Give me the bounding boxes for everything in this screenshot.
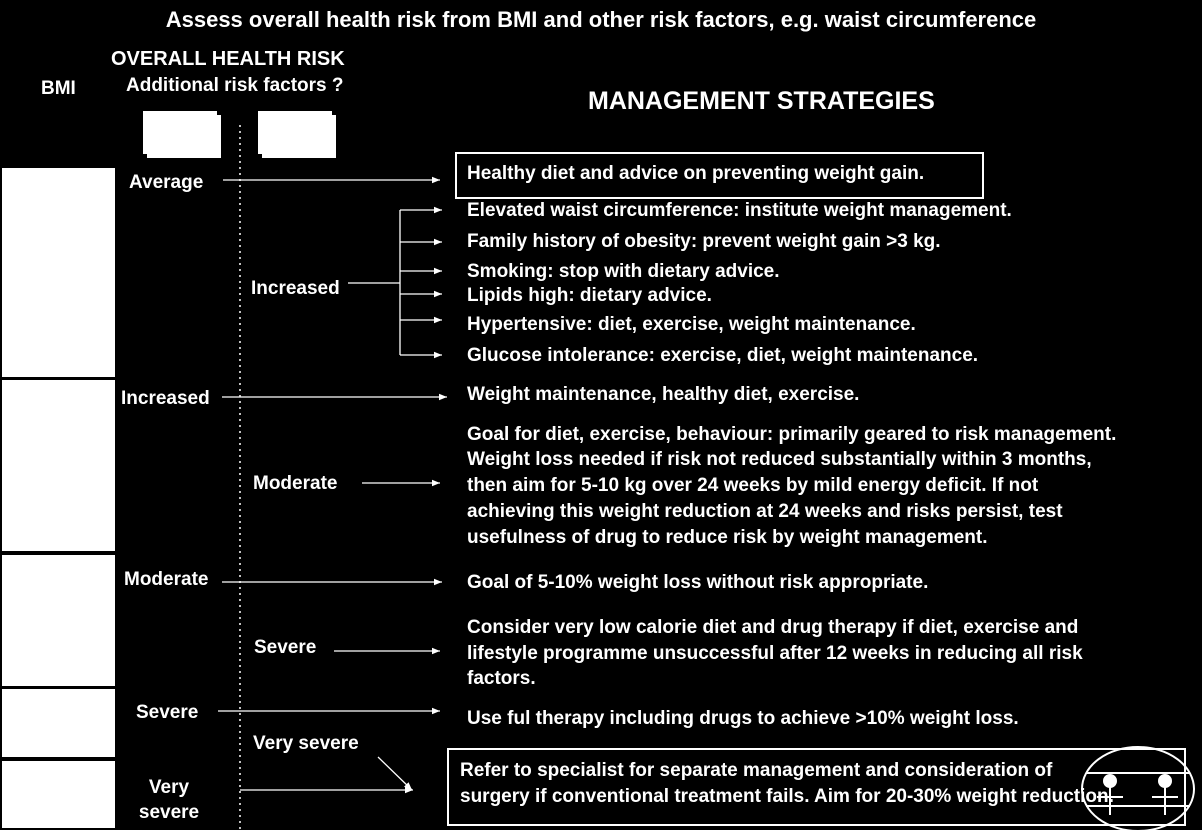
header-bmi: BMI [41,78,76,99]
header-management-strategies: MANAGEMENT STRATEGIES [588,87,935,115]
strategy-moderate-line-5: usefulness of drug to reduce risk by weight management. [467,527,988,548]
header-overall-health-risk: OVERALL HEALTH RISK [111,48,345,70]
arrow-very-severe-risk [378,757,412,790]
strategy-very-severe-line-2: surgery if conventional treatment fails. Aim for 20-30% weight reduction. [460,786,1114,807]
strategy-factor-family-history: Family history of obesity: prevent weight gain >3 kg. [467,231,941,252]
strategy-moderate-bmi: Goal of 5-10% weight loss without risk appropriate. [467,572,929,593]
bmi-level-very-severe: Very severe [138,777,200,823]
page-title: Assess overall health risk from BMI and other risk factors, e.g. waist circumference [165,7,1037,32]
strategy-severe-line-2: lifestyle programme unsuccessful after 12 weeks in reducing all risk [467,643,1083,664]
header-additional-risk-factors: Additional risk factors ? [126,75,344,96]
strategy-factor-hypertensive: Hypertensive: diet, exercise, weight maintenance. [467,314,916,335]
strategy-very-severe-line-1: Refer to specialist for separate management and consideration of [460,760,1053,781]
strategy-moderate-line-2: Weight loss needed if risk not reduced substantially within 3 months, [467,449,1092,470]
bmi-level-severe: Severe [136,702,199,723]
strategy-moderate-line-4: achieving this weight reduction at 24 weeks and risks persist, test [467,501,1063,522]
strategy-increased-bmi: Weight maintenance, healthy diet, exercise. [467,384,860,405]
risk-level-severe: Severe [254,637,317,658]
strategy-factor-glucose: Glucose intolerance: exercise, diet, weight maintenance. [467,345,979,366]
bmi-level-average: Average [129,172,204,193]
risk-level-increased: Increased [251,278,340,299]
bmi-level-moderate: Moderate [124,569,209,590]
risk-level-moderate: Moderate [253,473,338,494]
strategy-moderate-line-1: Goal for diet, exercise, behaviour: primarily geared to risk management. [467,424,1117,445]
strategy-average: Healthy diet and advice on preventing weight gain. [467,163,925,184]
strategy-factor-lipids: Lipids high: dietary advice. [467,285,712,306]
strategy-factor-waist: Elevated waist circumference: institute weight management. [467,200,1012,221]
strategy-severe-line-1: Consider very low calorie diet and drug therapy if diet, exercise and [467,617,1079,638]
strategy-moderate-line-3: then aim for 5-10 kg over 24 weeks by mild energy deficit. If not [467,475,1039,496]
bmi-level-increased: Increased [121,388,210,409]
strategy-factor-smoking: Smoking: stop with dietary advice. [467,261,780,282]
strategy-severe-bmi: Use ful therapy including drugs to achieve >10% weight loss. [467,708,1019,729]
risk-level-very-severe: Very severe [253,733,359,754]
strategy-severe-line-3: factors. [467,668,536,689]
